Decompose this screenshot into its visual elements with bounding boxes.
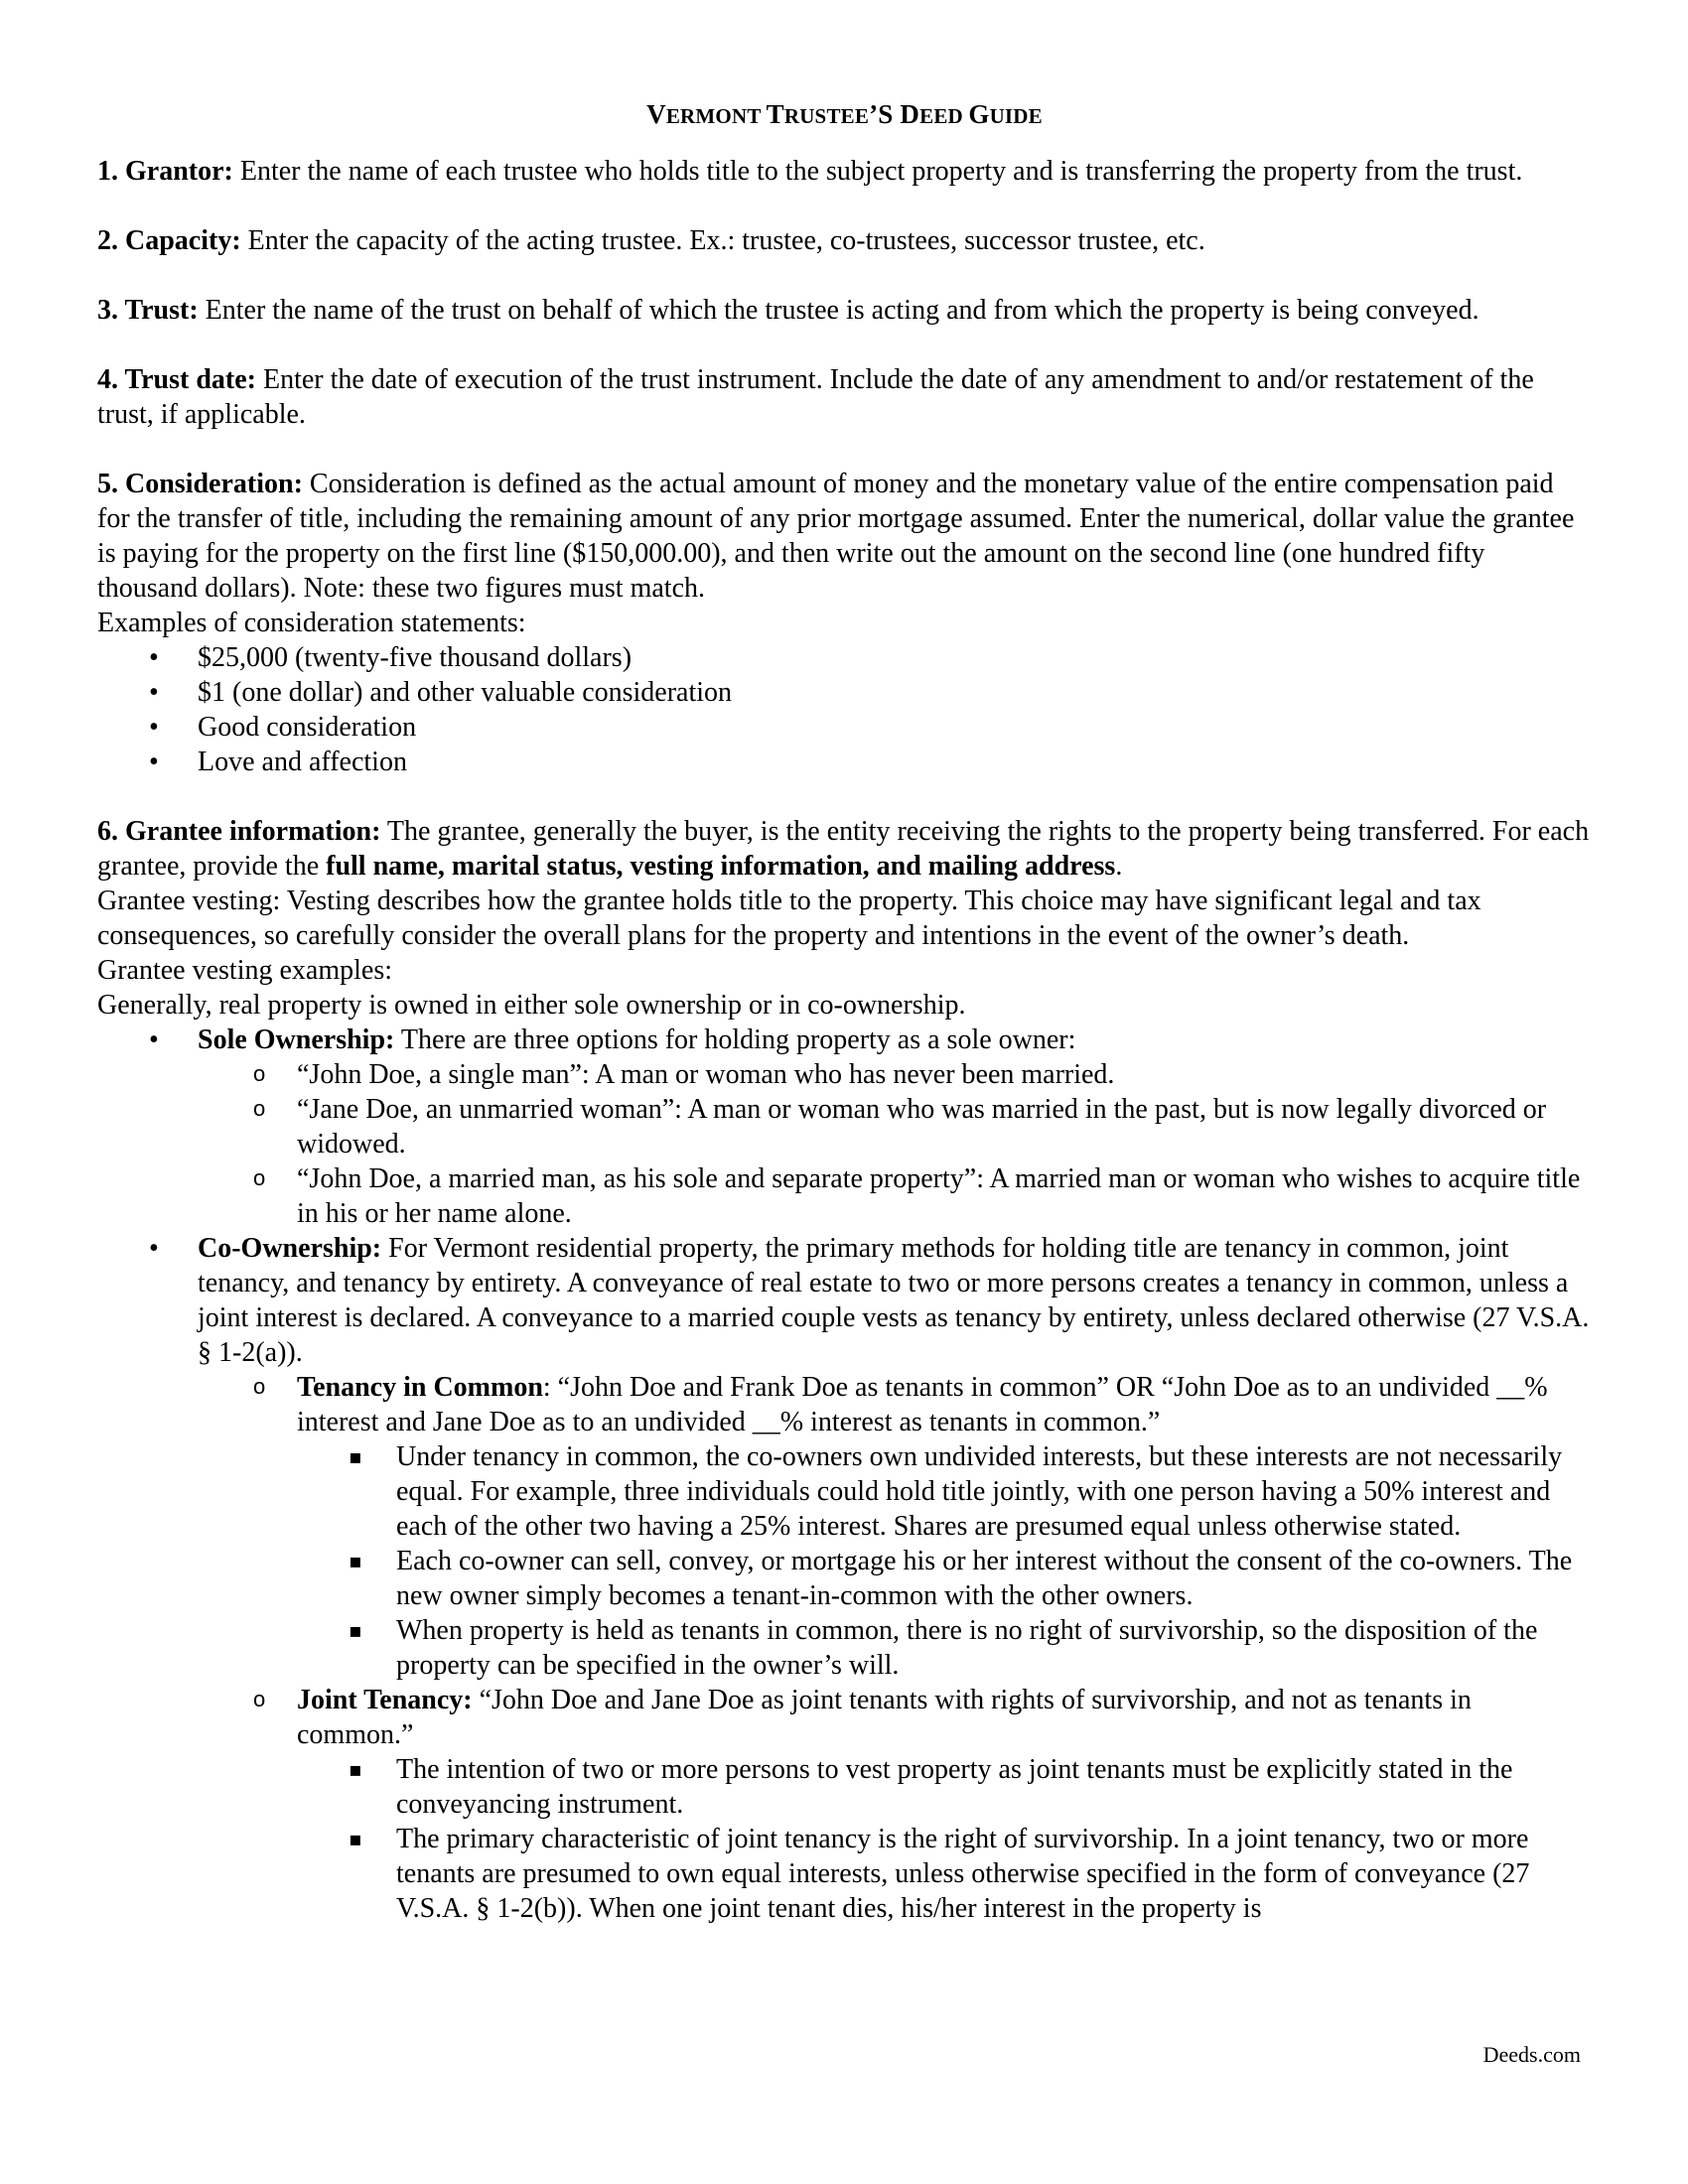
section-trust: 3. Trust: Enter the name of the trust on behalf of which the trustee is acting and from which the property is being conveyed. — [97, 295, 1479, 326]
list-item: • Good consideration — [97, 710, 1592, 745]
section-label: 2. Capacity: — [97, 225, 241, 256]
footer-brand: Deeds.com — [1482, 2042, 1581, 2067]
tenancy-in-common-points — [297, 1439, 1592, 1683]
section-grantor: 1. Grantor: Enter the name of each trustee who holds title to the subject property and is transferring the property from the trust. — [97, 156, 1523, 187]
joint-tenancy: o Joint Tenancy: “John Doe and Jane Doe as joint tenants with rights of survivorship, and not as tenants in common.” ▪ The intention of two or more persons to vest property as joint tenants must be explicitly stated in the conveyancing instrument. ▪ The primary characteristic of joint tenancy is the right of survivorship. In a joint tenancy, two or more tenants are presumed to own equal interests, unless otherwise specified in the form of conveyance (27 V.S.A. § 1-2(b)). When one joint tenant dies, his/her interest in the property is — [198, 1683, 1592, 1926]
list-item: ▪ Under tenancy in common, the co-owners own undivided interests, but these interests are not necessarily equal. For example, three individuals could hold title jointly, with one person having a 50% interest and each of the other two having a 25% interest. Shares are presumed equal unless otherwise stated. — [297, 1439, 1592, 1544]
sole-options — [198, 1057, 1592, 1231]
list-item: ▪ The intention of two or more persons to vest property as joint tenants must be explicitly stated in the conveyancing instrument. — [297, 1752, 1592, 1822]
list-item: ▪ When property is held as tenants in common, there is no right of survivorship, so the disposition of the property can be specified in the owner’s will. — [297, 1613, 1592, 1683]
section-consideration: 5. Consideration: Consideration is defined as the actual amount of money and the monetary value of the entire compensation paid for the transfer of title, including the remaining amount of any prior mortgage assumed. Enter the numerical, dollar value the grantee is paying for the property on the first line ($150,000.00), and then write out the amount on the second line (one hundred fifty thousand dollars). Note: these two figures must match. Examples of consideration statements: • $25,000 (twenty-five thousand dollars) • $1 (one dollar) and other valuable consideration • Good consideration • Love and affection — [97, 467, 1592, 779]
section-label: 5. Consideration: — [97, 469, 303, 499]
section-label: 1. Grantor: — [97, 156, 233, 187]
co-ownership-types — [198, 1370, 1592, 1926]
consideration-examples — [97, 640, 1592, 779]
list-item: • $1 (one dollar) and other valuable consideration — [97, 675, 1592, 710]
list-item: o “John Doe, a married man, as his sole and separate property”: A married man or woman who wishes to acquire title in his or her name alone. — [198, 1161, 1592, 1231]
vesting-text: Grantee vesting: Vesting describes how the grantee holds title to the property. This choice may have significant legal and tax consequences, so carefully consider the overall plans for the property and intentions in the event of the owner’s death. — [97, 886, 1481, 951]
list-item: • Love and affection — [97, 745, 1592, 779]
tenancy-in-common: o Tenancy in Common: “John Doe and Frank Doe as tenants in common” OR “John Doe as to an undivided __% interest and Jane Doe as to an undivided __% interest as tenants in common.” ▪ Under tenancy in common, the co-owners own undivided interests, but these interests are not necessarily equal. For example, three individuals could hold title jointly, with one person having a 50% interest and each of the other two having a 25% interest. Shares are presumed equal unless otherwise stated. ▪ Each co-owner can sell, convey, or mortgage his or her interest without the consent of the co-owners. The new owner simply becomes a tenant-in-common with the other owners. ▪ When property is held as tenants in common, there is no right of survivorship, so the disposition of the property can be specified in the owner’s will. — [198, 1370, 1592, 1683]
list-item: ▪ The primary characteristic of joint tenancy is the right of survivorship. In a joint tenancy, two or more tenants are presumed to own equal interests, unless otherwise specified in the form of conveyance (27 V.S.A. § 1-2(b)). When one joint tenant dies, his/her interest in the property is — [297, 1822, 1592, 1926]
sole-ownership: • Sole Ownership: There are three options for holding property as a sole owner: o “John Doe, a single man”: A man or woman who has never been married. o “Jane Doe, an unmarried woman”: A man or woman who was married in the past, but is now legally divorced or widowed. o “John Doe, a married man, as his sole and separate property”: A married man or woman who wishes to acquire title in his or her name alone. — [97, 1023, 1592, 1231]
section-label: 6. Grantee information: — [97, 816, 381, 847]
document-title: VERMONT TRUSTEE’S DEED GUIDE — [646, 99, 1043, 129]
section-label: 3. Trust: — [97, 295, 199, 326]
list-item: o “John Doe, a single man”: A man or woman who has never been married. — [198, 1057, 1592, 1092]
ownership-intro: Generally, real property is owned in either sole ownership or in co-ownership. — [97, 990, 966, 1021]
examples-intro: Examples of consideration statements: — [97, 608, 526, 638]
vesting-examples-label: Grantee vesting examples: — [97, 955, 393, 986]
co-ownership: • Co-Ownership: For Vermont residential property, the primary methods for holding title are tenancy in common, joint tenancy, and tenancy by entirety. A conveyance of real estate to two or more persons creates a tenancy in common, unless a joint interest is declared. A conveyance to a married couple vests as tenancy by entirety, unless declared otherwise (27 V.S.A. § 1-2(a)). o Tenancy in Common: “John Doe and Frank Doe as tenants in common” OR “John Doe as to an undivided __% interest and Jane Doe as to an undivided __% interest as tenants in common.” ▪ Under tenancy in common, the co-owners own undivided interests, but these interests are not necessarily equal. For example, three individuals could hold title jointly, with one person having a 50% interest and each of the other two having a 25% interest. Shares are presumed equal unless otherwise stated. ▪ Each co-owner can sell, convey, or mortgage his or her interest without the consent of the co-owners. The new owner simply becomes a tenant-in-common with the other owners. ▪ When property is held as tenants in common, there is no right of survivorship, so the disposition of the property can be specified in the owner’s will. o Joint Tenancy: “John Doe and Jane Doe as joint tenants with rights of survivorship, and not as tenants in common.” ▪ The intention of two or more persons to vest property as joint tenants must be explicitly stated in the conveyancing instrument. ▪ The primary characteristic of joint tenancy is the right of survivorship. In a joint tenancy, two or more tenants are presumed to own equal interests, unless otherwise specified in the form of conveyance (27 V.S.A. § 1-2(b)). When one joint tenant dies, his/her interest in the property is — [97, 1231, 1592, 1926]
list-item: o “Jane Doe, an unmarried woman”: A man or woman who was married in the past, but is now legally divorced or widowed. — [198, 1092, 1592, 1161]
ownership-list — [97, 1023, 1592, 1926]
document-body — [97, 97, 1592, 1926]
section-capacity: 2. Capacity: Enter the capacity of the acting trustee. Ex.: trustee, co-trustees, successor trustee, etc. — [97, 225, 1205, 256]
list-item: ▪ Each co-owner can sell, convey, or mortgage his or her interest without the consent of the co-owners. The new owner simply becomes a tenant-in-common with the other owners. — [297, 1544, 1592, 1613]
section-grantee: 6. Grantee information: The grantee, generally the buyer, is the entity receiving the rights to the property being transferred. For each grantee, provide the full name, marital status, vesting information, and mailing address. Grantee vesting: Vesting describes how the grantee holds title to the property. This choice may have significant legal and tax consequences, so carefully consider the overall plans for the property and intentions in the event of the owner’s death. Grantee vesting examples: Generally, real property is owned in either sole ownership or in co-ownership. • Sole Ownership: There are three options for holding property as a sole owner: o “John Doe, a single man”: A man or woman who has never been married. o “Jane Doe, an unmarried woman”: A man or woman who was married in the past, but is now legally divorced or widowed. o “John Doe, a married man, as his sole and separate property”: A married man or woman who wishes to acquire title in his or her name alone. • Co-Ownership: For Vermont residential property, the primary methods for holding title are tenancy in common, joint tenancy, and tenancy by entirety. A conveyance of real estate to two or more persons creates a tenancy in common, unless a joint interest is declared. A conveyance to a married couple vests as tenancy by entirety, unless declared otherwise (27 V.S.A. § 1-2(a)). o Tenancy in Common: “John Doe and Frank Doe as tenants in common” OR “John Doe as to an undivided __% interest and Jane Doe as to an undivided __% interest as tenants in common.” ▪ Under tenancy in common, the co-owners own undivided interests, but these interests are not necessarily equal. For example, three individuals could hold title jointly, with one person having a 50% interest and each of the other two having a 25% interest. Shares are presumed equal unless otherwise stated. ▪ Each co-owner can sell, convey, or mortgage his or her interest without the consent of the co-owners. The new owner simply becomes a tenant-in-common with the other owners. ▪ When property is held as tenants in common, there is no right of survivorship, so the disposition of the property can be specified in the owner’s will. o Joint Tenancy: “John Doe and Jane Doe as joint tenants with rights of survivorship, and not as tenants in common.” ▪ The intention of two or more persons to vest property as joint tenants must be explicitly stated in the conveyancing instrument. ▪ The primary characteristic of joint tenancy is the right of survivorship. In a joint tenancy, two or more tenants are presumed to own equal interests, unless otherwise specified in the form of conveyance (27 V.S.A. § 1-2(b)). When one joint tenant dies, his/her interest in the property is — [97, 814, 1592, 1926]
section-trust-date: 4. Trust date: Enter the date of execution of the trust instrument. Include the date of any amendment to and/or restatement of the trust, if applicable. — [97, 364, 1534, 430]
section-label: 4. Trust date: — [97, 364, 256, 395]
joint-tenancy-points — [297, 1752, 1592, 1926]
list-item: • $25,000 (twenty-five thousand dollars) — [97, 640, 1592, 675]
